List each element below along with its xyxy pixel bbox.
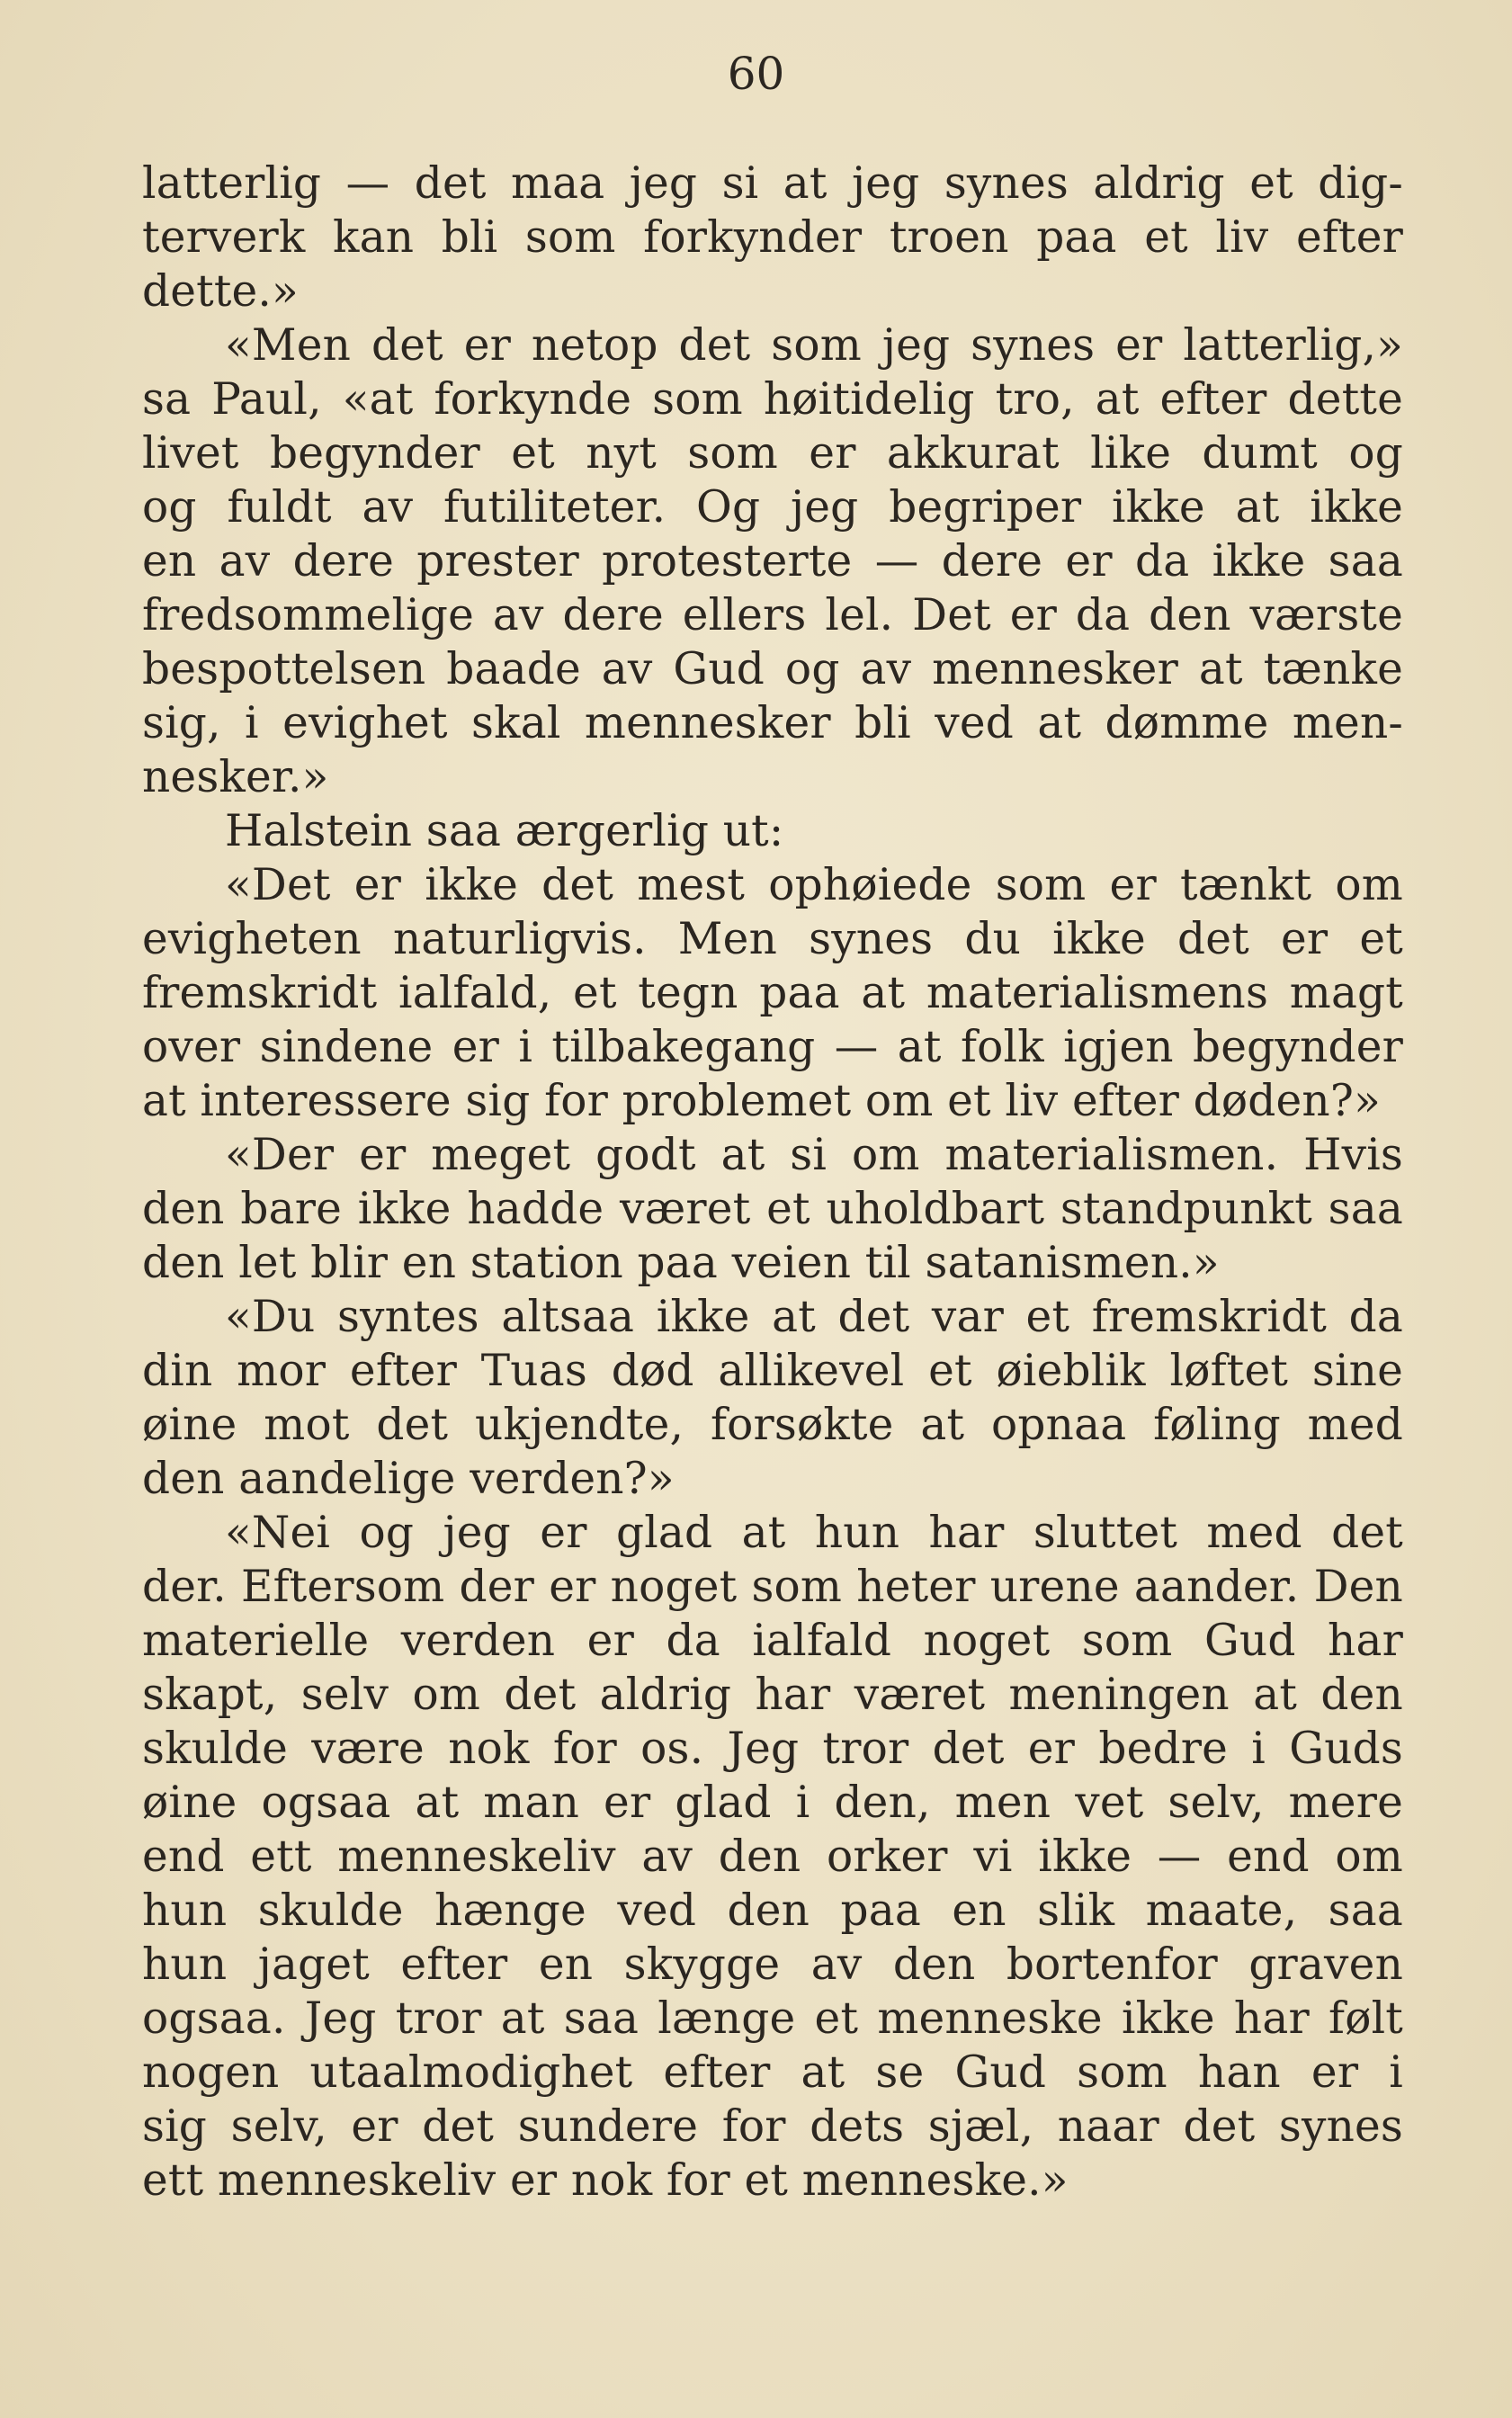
- text-line: over sindene er i tilbakegang — at folk igjen begynder: [142, 1022, 1403, 1072]
- text-line: nogen utaalmodighet efter at se Gud som han er i: [142, 2047, 1403, 2098]
- text-line: sa Paul, «at forkynde som høitidelig tro, at efter dette: [142, 374, 1403, 425]
- text-line: øine mot det ukjendte, forsøkte at opnaa føling med: [142, 1400, 1403, 1450]
- text-line: skapt, selv om det aldrig har været meningen at den: [142, 1670, 1403, 1720]
- text-line: livet begynder et nyt som er akkurat like dumt og: [142, 428, 1403, 479]
- text-line: at interessere sig for problemet om et liv efter døden?»: [142, 1076, 1381, 1126]
- text-line: evigheten naturligvis. Men synes du ikke det er et: [142, 914, 1403, 964]
- text-line: end ett menneskeliv av den orker vi ikke — end om: [142, 1831, 1403, 1882]
- text-line: dette.»: [142, 266, 299, 317]
- text-line: hun jaget efter en skygge av den bortenfor graven: [142, 1939, 1403, 1990]
- text-line: materielle verden er da ialfald noget som Gud har: [142, 1616, 1403, 1666]
- text-line: hun skulde hænge ved den paa en slik maate, saa: [142, 1885, 1403, 1936]
- text-line: der. Eftersom der er noget som heter urene aander. Den: [142, 1562, 1403, 1612]
- text-line: en av dere prester protesterte — dere er da ikke saa: [142, 536, 1403, 587]
- text-line: din mor efter Tuas død allikevel et øieblik løftet sine: [142, 1346, 1403, 1396]
- text-line: bespottelsen baade av Gud og av mennesker at tænke: [142, 644, 1403, 694]
- text-line: «Nei og jeg er glad at hun har sluttet med det: [225, 1508, 1403, 1558]
- text-line: Halstein saa ærgerlig ut:: [225, 806, 784, 856]
- text-line: sig, i evighet skal mennesker bli ved at dømme men-: [142, 698, 1403, 748]
- text-line: «Men det er netop det som jeg synes er latterlig,»: [225, 320, 1403, 371]
- page-number: 60: [727, 48, 785, 100]
- text-line: og fuldt av futiliteter. Og jeg begriper ikke at ikke: [142, 482, 1403, 533]
- text-line: ett menneskeliv er nok for et menneske.»: [142, 2155, 1069, 2206]
- text-line: fremskridt ialfald, et tegn paa at materialismens magt: [142, 968, 1403, 1018]
- text-line: ogsaa. Jeg tror at saa længe et menneske ikke har følt: [142, 1993, 1403, 2044]
- text-line: «Det er ikke det mest ophøiede som er tænkt om: [225, 860, 1403, 910]
- text-line: øine ogsaa at man er glad i den, men vet selv, mere: [142, 1778, 1403, 1828]
- text-line: den aandelige verden?»: [142, 1454, 675, 1504]
- text-line: «Du syntes altsaa ikke at det var et fremskridt da: [225, 1292, 1403, 1342]
- text-line: den bare ikke hadde været et uholdbart standpunkt saa: [142, 1184, 1403, 1234]
- text-line: nesker.»: [142, 752, 329, 802]
- text-line: fredsommelige av dere ellers lel. Det er da den værste: [142, 590, 1403, 640]
- text-line: sig selv, er det sundere for dets sjæl, naar det synes: [142, 2101, 1403, 2152]
- text-line: skulde være nok for os. Jeg tror det er bedre i Guds: [142, 1724, 1403, 1774]
- text-line: terverk kan bli som forkynder troen paa et liv efter: [142, 212, 1403, 263]
- text-line: den let blir en station paa veien til satanismen.»: [142, 1238, 1220, 1288]
- text-line: latterlig — det maa jeg si at jeg synes aldrig et dig-: [142, 158, 1403, 209]
- body-text: [142, 157, 1403, 2208]
- text-line: «Der er meget godt at si om materialismen. Hvis: [225, 1130, 1403, 1180]
